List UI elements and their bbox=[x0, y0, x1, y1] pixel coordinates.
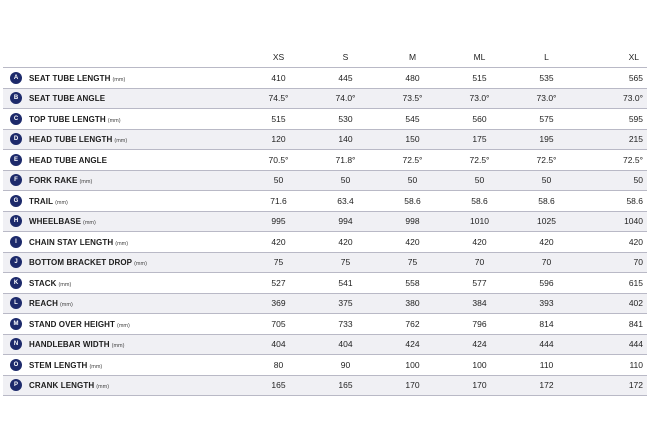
badge-cell bbox=[3, 375, 29, 396]
row-letter-badge: N bbox=[10, 338, 22, 350]
value-cell-ml: 170 bbox=[446, 375, 513, 396]
value-cell-m: 420 bbox=[379, 232, 446, 253]
measurement-label: STEM LENGTH bbox=[29, 360, 88, 370]
badge-cell bbox=[3, 88, 29, 109]
table-row bbox=[3, 334, 647, 355]
measurement-label: FORK RAKE bbox=[29, 176, 78, 186]
header-spacer bbox=[29, 46, 245, 68]
value-cell-l: 72.5° bbox=[513, 150, 580, 171]
measurement-label: CHAIN STAY LENGTH bbox=[29, 237, 114, 247]
value-cell-s: 994 bbox=[312, 211, 379, 232]
badge-cell bbox=[3, 314, 29, 335]
table-row bbox=[3, 170, 647, 191]
value-cell-ml: 58.6 bbox=[446, 191, 513, 212]
table-row bbox=[3, 375, 647, 396]
badge-cell bbox=[3, 191, 29, 212]
measurement-label: WHEELBASE bbox=[29, 217, 82, 227]
value-cell-s: 733 bbox=[312, 314, 379, 335]
measurement-unit: (mm) bbox=[107, 117, 121, 124]
value-cell-ml: 384 bbox=[446, 293, 513, 314]
value-cell-xl: 565 bbox=[580, 68, 647, 89]
value-cell-l: 596 bbox=[513, 273, 580, 294]
value-cell-l: 172 bbox=[513, 375, 580, 396]
size-header-s: S bbox=[312, 46, 379, 68]
value-cell-m: 480 bbox=[379, 68, 446, 89]
value-cell-xl: 172 bbox=[580, 375, 647, 396]
value-cell-s: 50 bbox=[312, 170, 379, 191]
value-cell-xs: 515 bbox=[245, 109, 312, 130]
value-cell-xl: 402 bbox=[580, 293, 647, 314]
table-row bbox=[3, 109, 647, 130]
value-cell-xl: 615 bbox=[580, 273, 647, 294]
value-cell-m: 380 bbox=[379, 293, 446, 314]
measurement-label-cell bbox=[29, 232, 245, 253]
value-cell-m: 58.6 bbox=[379, 191, 446, 212]
measurement-unit: (mm) bbox=[55, 199, 68, 206]
measurement-label: STAND OVER HEIGHT bbox=[29, 319, 116, 329]
badge-cell bbox=[3, 293, 29, 314]
size-header-xs: XS bbox=[245, 46, 312, 68]
measurement-label-cell bbox=[29, 170, 245, 191]
value-cell-xs: 369 bbox=[245, 293, 312, 314]
measurement-label: TOP TUBE LENGTH bbox=[29, 114, 106, 124]
badge-cell bbox=[3, 355, 29, 376]
value-cell-m: 72.5° bbox=[379, 150, 446, 171]
geometry-table-body bbox=[3, 68, 647, 396]
value-cell-ml: 420 bbox=[446, 232, 513, 253]
row-letter-badge: G bbox=[10, 195, 22, 207]
value-cell-l: 110 bbox=[513, 355, 580, 376]
row-letter-badge: K bbox=[10, 277, 22, 289]
measurement-label: CRANK LENGTH bbox=[29, 381, 95, 391]
value-cell-m: 150 bbox=[379, 129, 446, 150]
measurement-label-cell bbox=[29, 375, 245, 396]
value-cell-xl: 73.0° bbox=[580, 88, 647, 109]
size-header-ml: ML bbox=[446, 46, 513, 68]
value-cell-xl: 595 bbox=[580, 109, 647, 130]
badge-cell bbox=[3, 150, 29, 171]
measurement-label: SEAT TUBE ANGLE bbox=[29, 94, 106, 104]
row-letter-badge: F bbox=[10, 174, 22, 186]
measurement-label: HANDLEBAR WIDTH bbox=[29, 340, 110, 350]
table-row bbox=[3, 88, 647, 109]
value-cell-ml: 175 bbox=[446, 129, 513, 150]
badge-cell bbox=[3, 273, 29, 294]
measurement-label-cell bbox=[29, 252, 245, 273]
size-header-xl: XL bbox=[580, 46, 647, 68]
measurement-label-cell bbox=[29, 191, 245, 212]
measurement-label: HEAD TUBE LENGTH bbox=[29, 135, 113, 145]
table-row bbox=[3, 232, 647, 253]
value-cell-s: 90 bbox=[312, 355, 379, 376]
value-cell-m: 50 bbox=[379, 170, 446, 191]
value-cell-m: 170 bbox=[379, 375, 446, 396]
value-cell-s: 75 bbox=[312, 252, 379, 273]
value-cell-ml: 70 bbox=[446, 252, 513, 273]
measurement-unit: (mm) bbox=[58, 281, 72, 288]
table-row bbox=[3, 293, 647, 314]
value-cell-ml: 50 bbox=[446, 170, 513, 191]
value-cell-ml: 796 bbox=[446, 314, 513, 335]
measurement-unit: (mm) bbox=[79, 179, 93, 186]
measurement-label-cell bbox=[29, 150, 245, 171]
row-letter-badge: L bbox=[10, 297, 22, 309]
table-row bbox=[3, 150, 647, 171]
value-cell-xs: 70.5° bbox=[245, 150, 312, 171]
value-cell-xs: 995 bbox=[245, 211, 312, 232]
measurement-label-cell bbox=[29, 334, 245, 355]
value-cell-xl: 58.6 bbox=[580, 191, 647, 212]
value-cell-xs: 527 bbox=[245, 273, 312, 294]
badge-cell bbox=[3, 129, 29, 150]
value-cell-xs: 80 bbox=[245, 355, 312, 376]
value-cell-m: 545 bbox=[379, 109, 446, 130]
value-cell-xl: 50 bbox=[580, 170, 647, 191]
value-cell-xl: 420 bbox=[580, 232, 647, 253]
value-cell-l: 393 bbox=[513, 293, 580, 314]
value-cell-m: 424 bbox=[379, 334, 446, 355]
measurement-label-cell bbox=[29, 211, 245, 232]
value-cell-s: 541 bbox=[312, 273, 379, 294]
value-cell-l: 814 bbox=[513, 314, 580, 335]
value-cell-xs: 404 bbox=[245, 334, 312, 355]
value-cell-xs: 165 bbox=[245, 375, 312, 396]
measurement-unit: (mm) bbox=[89, 363, 103, 370]
value-cell-xl: 444 bbox=[580, 334, 647, 355]
badge-cell bbox=[3, 252, 29, 273]
value-cell-m: 73.5° bbox=[379, 88, 446, 109]
value-cell-s: 74.0° bbox=[312, 88, 379, 109]
measurement-label-cell bbox=[29, 273, 245, 294]
value-cell-xs: 74.5° bbox=[245, 88, 312, 109]
row-letter-badge: A bbox=[10, 72, 22, 84]
value-cell-s: 404 bbox=[312, 334, 379, 355]
value-cell-xs: 50 bbox=[245, 170, 312, 191]
value-cell-ml: 100 bbox=[446, 355, 513, 376]
measurement-label: BOTTOM BRACKET DROP bbox=[29, 258, 133, 268]
value-cell-s: 63.4 bbox=[312, 191, 379, 212]
value-cell-l: 420 bbox=[513, 232, 580, 253]
value-cell-xl: 72.5° bbox=[580, 150, 647, 171]
header-spacer bbox=[3, 46, 29, 68]
table-row bbox=[3, 273, 647, 294]
value-cell-m: 762 bbox=[379, 314, 446, 335]
geometry-table bbox=[3, 46, 647, 396]
value-cell-ml: 1010 bbox=[446, 211, 513, 232]
value-cell-l: 195 bbox=[513, 129, 580, 150]
value-cell-m: 100 bbox=[379, 355, 446, 376]
value-cell-ml: 424 bbox=[446, 334, 513, 355]
measurement-unit: (mm) bbox=[114, 138, 128, 145]
measurement-unit: (mm) bbox=[96, 384, 110, 391]
measurement-label: SEAT TUBE LENGTH bbox=[29, 73, 111, 83]
row-letter-badge: H bbox=[10, 215, 22, 227]
measurement-unit: (mm) bbox=[134, 261, 147, 268]
value-cell-m: 75 bbox=[379, 252, 446, 273]
measurement-label-cell bbox=[29, 88, 245, 109]
measurement-label: HEAD TUBE ANGLE bbox=[29, 155, 108, 165]
measurement-label-cell bbox=[29, 129, 245, 150]
value-cell-l: 50 bbox=[513, 170, 580, 191]
measurement-label-cell bbox=[29, 293, 245, 314]
value-cell-l: 575 bbox=[513, 109, 580, 130]
measurement-unit: (mm) bbox=[83, 220, 96, 227]
badge-cell bbox=[3, 170, 29, 191]
measurement-unit: (mm) bbox=[112, 76, 126, 83]
badge-cell bbox=[3, 334, 29, 355]
value-cell-s: 375 bbox=[312, 293, 379, 314]
size-header-l: L bbox=[513, 46, 580, 68]
value-cell-ml: 72.5° bbox=[446, 150, 513, 171]
value-cell-l: 70 bbox=[513, 252, 580, 273]
table-row bbox=[3, 314, 647, 335]
value-cell-l: 58.6 bbox=[513, 191, 580, 212]
table-row bbox=[3, 68, 647, 89]
measurement-unit: (mm) bbox=[111, 343, 125, 350]
measurement-label-cell bbox=[29, 355, 245, 376]
value-cell-s: 445 bbox=[312, 68, 379, 89]
size-header-row bbox=[3, 46, 647, 68]
value-cell-xs: 120 bbox=[245, 129, 312, 150]
value-cell-m: 998 bbox=[379, 211, 446, 232]
table-row bbox=[3, 129, 647, 150]
measurement-label-cell bbox=[29, 314, 245, 335]
measurement-label: TRAIL bbox=[29, 196, 54, 206]
value-cell-s: 71.8° bbox=[312, 150, 379, 171]
value-cell-m: 558 bbox=[379, 273, 446, 294]
row-letter-badge: I bbox=[10, 236, 22, 248]
badge-cell bbox=[3, 211, 29, 232]
table-row bbox=[3, 191, 647, 212]
row-letter-badge: M bbox=[10, 318, 22, 330]
badge-cell bbox=[3, 232, 29, 253]
value-cell-l: 1025 bbox=[513, 211, 580, 232]
value-cell-xl: 215 bbox=[580, 129, 647, 150]
value-cell-xs: 71.6 bbox=[245, 191, 312, 212]
row-letter-badge: E bbox=[10, 154, 22, 166]
value-cell-ml: 73.0° bbox=[446, 88, 513, 109]
value-cell-xs: 420 bbox=[245, 232, 312, 253]
value-cell-xl: 1040 bbox=[580, 211, 647, 232]
value-cell-l: 535 bbox=[513, 68, 580, 89]
size-header-m: M bbox=[379, 46, 446, 68]
measurement-label-cell bbox=[29, 68, 245, 89]
value-cell-xs: 75 bbox=[245, 252, 312, 273]
measurement-unit: (mm) bbox=[115, 240, 129, 247]
measurement-label-cell bbox=[29, 109, 245, 130]
value-cell-xs: 410 bbox=[245, 68, 312, 89]
measurement-unit: (mm) bbox=[117, 322, 130, 329]
value-cell-s: 165 bbox=[312, 375, 379, 396]
row-letter-badge: D bbox=[10, 133, 22, 145]
value-cell-l: 444 bbox=[513, 334, 580, 355]
badge-cell bbox=[3, 109, 29, 130]
value-cell-l: 73.0° bbox=[513, 88, 580, 109]
table-row bbox=[3, 252, 647, 273]
measurement-label: STACK bbox=[29, 278, 57, 288]
table-row bbox=[3, 211, 647, 232]
measurement-label: REACH bbox=[29, 299, 58, 309]
row-letter-badge: B bbox=[10, 92, 22, 104]
badge-cell bbox=[3, 68, 29, 89]
value-cell-s: 420 bbox=[312, 232, 379, 253]
value-cell-s: 140 bbox=[312, 129, 379, 150]
value-cell-s: 530 bbox=[312, 109, 379, 130]
value-cell-ml: 560 bbox=[446, 109, 513, 130]
value-cell-xs: 705 bbox=[245, 314, 312, 335]
value-cell-xl: 841 bbox=[580, 314, 647, 335]
row-letter-badge: C bbox=[10, 113, 22, 125]
row-letter-badge: P bbox=[10, 379, 22, 391]
value-cell-ml: 577 bbox=[446, 273, 513, 294]
row-letter-badge: J bbox=[10, 256, 22, 268]
table-row bbox=[3, 355, 647, 376]
row-letter-badge: O bbox=[10, 359, 22, 371]
value-cell-ml: 515 bbox=[446, 68, 513, 89]
value-cell-xl: 70 bbox=[580, 252, 647, 273]
value-cell-xl: 110 bbox=[580, 355, 647, 376]
measurement-unit: (mm) bbox=[59, 302, 73, 309]
